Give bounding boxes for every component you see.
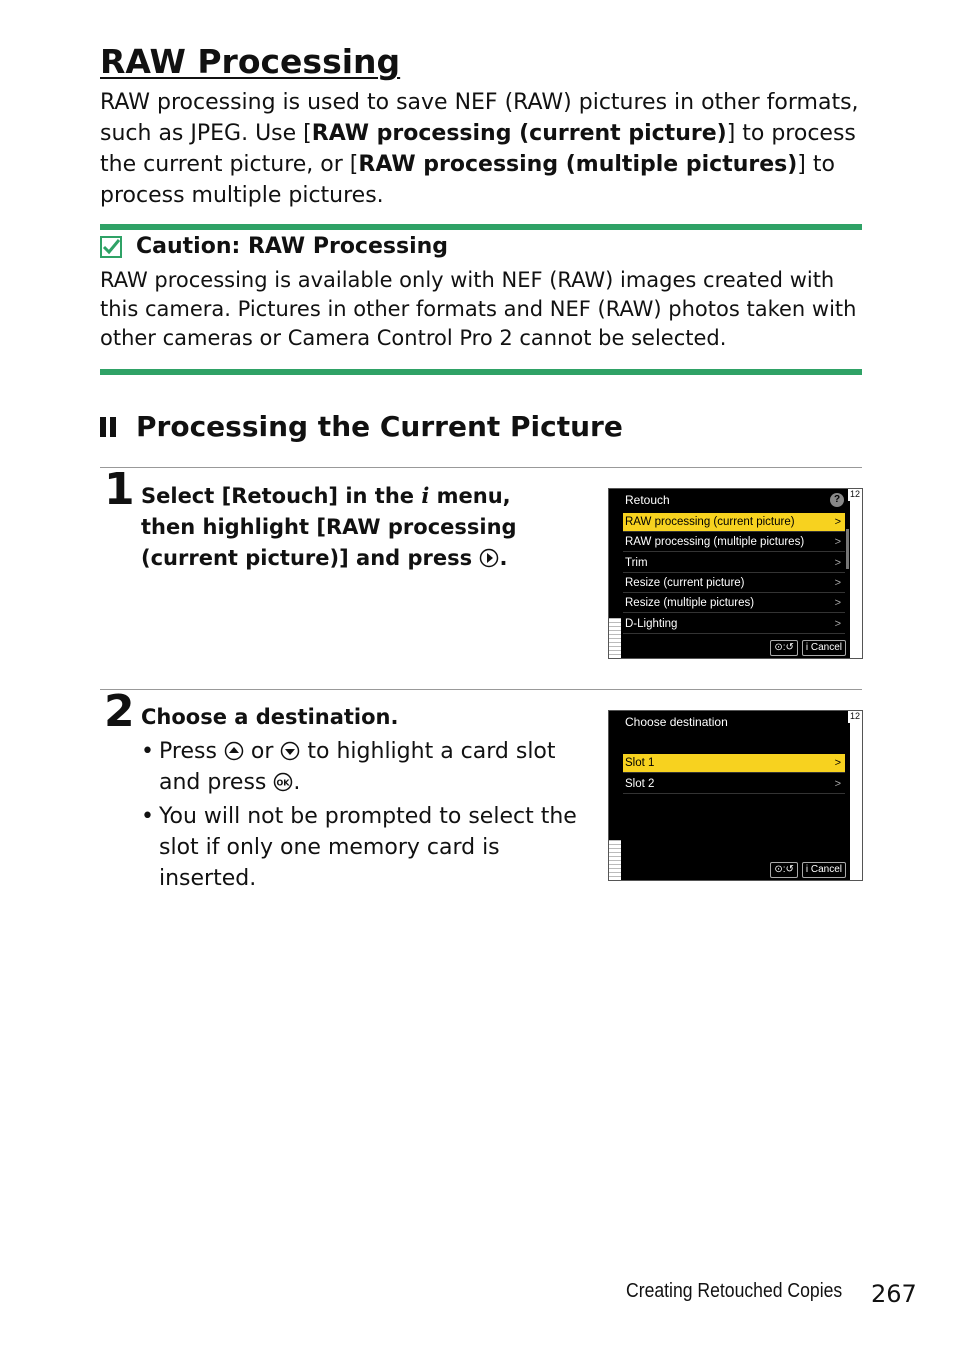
menu-item[interactable] (623, 513, 845, 532)
screen-title: Retouch (625, 493, 670, 507)
screen-corner-number: 12 (849, 711, 860, 721)
intro-bold-multiple: RAW processing (multiple pictures) (358, 152, 798, 177)
chevron-right-icon: > (834, 597, 841, 609)
list-item (141, 736, 591, 798)
step-divider (100, 467, 862, 468)
caution-text: RAW processing is available only with NEF (RAW) images created with this camera. Pictures in other formats and NEF (RAW) photos taken with other cameras or Camera Control Pro 2 cannot be selected. (100, 268, 857, 350)
intro-paragraph (100, 87, 860, 211)
multi-selector-up-icon (224, 741, 244, 761)
screen-footer (770, 862, 846, 878)
back-button[interactable]: ⊙:↺ (770, 640, 798, 656)
menu-item[interactable] (623, 533, 845, 552)
ok-button-icon (273, 772, 293, 792)
intro-bold-current: RAW processing (current picture) (311, 121, 727, 146)
chevron-right-icon: > (834, 778, 841, 790)
screen-footer (770, 640, 846, 656)
multi-selector-down-icon (280, 741, 300, 761)
cancel-button[interactable]: i Cancel (802, 862, 846, 878)
svg-text:OK: OK (276, 778, 290, 788)
screen-margin (850, 489, 862, 658)
step-divider (100, 689, 862, 690)
footer-section-label: Creating Retouched Copies (626, 1280, 843, 1302)
menu-item[interactable] (623, 554, 845, 573)
step2-bullets (141, 736, 591, 897)
chevron-right-icon: > (834, 557, 841, 569)
menu-item[interactable] (623, 615, 845, 634)
intro-text: ] to process multiple pictures. (100, 152, 835, 208)
step-number: 2 (104, 686, 135, 737)
caution-heading-text: Caution: RAW Processing (136, 234, 449, 259)
bullet-mark: • (141, 804, 154, 829)
intro-text: ] to process the current picture, or [ (100, 121, 856, 177)
slot-label: Slot 2 (625, 778, 655, 790)
menu-item-label: Resize (multiple pictures) (625, 597, 755, 609)
i-menu-icon: i (421, 483, 430, 508)
cancel-button[interactable]: i Cancel (802, 640, 846, 656)
menu-item[interactable] (623, 594, 845, 613)
scrollbar[interactable] (846, 529, 849, 569)
back-button[interactable]: ⊙:↺ (770, 862, 798, 878)
bullet-text: You will not be prompted to select the slot if only one memory card is inserted. (159, 804, 577, 891)
bullet-text: Press (159, 739, 224, 764)
step1-instruction (141, 480, 571, 574)
bullet-mark: • (141, 739, 154, 764)
multi-selector-right-icon (479, 548, 499, 568)
chevron-right-icon: > (834, 577, 841, 589)
step2-title: Choose a destination. (141, 705, 399, 729)
list-item (141, 801, 591, 894)
camera-screen-retouch-menu (608, 488, 863, 659)
page-title: RAW Processing (100, 42, 401, 81)
bullet-text: . (293, 770, 301, 795)
chevron-right-icon: > (834, 618, 841, 630)
menu-item-label: RAW processing (multiple pictures) (625, 536, 805, 548)
camera-screen-choose-destination (608, 710, 863, 881)
screen-stripe (609, 618, 621, 658)
menu-item[interactable] (623, 574, 845, 593)
section-marker-icon (100, 417, 120, 437)
bullet-text: or (243, 739, 281, 764)
bullet-text: to highlight a card slot and press (159, 739, 556, 795)
page-number: 267 (871, 1280, 917, 1308)
intro-text: RAW processing is used to save NEF (RAW) pictures in other formats, such as JPEG. Use [ (100, 90, 859, 146)
step1-text: Select [Retouch] in the (141, 484, 422, 508)
caution-top-rule (100, 224, 862, 230)
step-number: 1 (104, 464, 135, 515)
section-heading (100, 410, 623, 443)
screen-stripe (609, 840, 621, 880)
screen-corner-number: 12 (849, 489, 860, 499)
checkmark-icon (100, 236, 122, 258)
section-heading-text: Processing the Current Picture (136, 410, 623, 443)
caution-heading (100, 234, 448, 259)
chevron-right-icon: > (834, 536, 841, 548)
step1-text: menu, then highlight [RAW processing (current picture)] and press (141, 484, 517, 570)
chevron-right-icon: > (834, 516, 841, 528)
slot-item[interactable] (623, 775, 845, 794)
slot-item[interactable] (623, 754, 845, 773)
menu-item-label: Resize (current picture) (625, 577, 745, 589)
screen-margin (850, 711, 862, 880)
slot-label: Slot 1 (625, 757, 655, 769)
caution-bottom-rule (100, 369, 862, 375)
menu-item-label: D-Lighting (625, 618, 678, 630)
help-icon: ? (830, 493, 844, 507)
menu-item-label: RAW processing (current picture) (625, 516, 795, 528)
screen-title: Choose destination (625, 715, 728, 729)
step1-text: . (499, 546, 508, 570)
menu-item-label: Trim (625, 557, 648, 569)
chevron-right-icon: > (834, 757, 841, 769)
